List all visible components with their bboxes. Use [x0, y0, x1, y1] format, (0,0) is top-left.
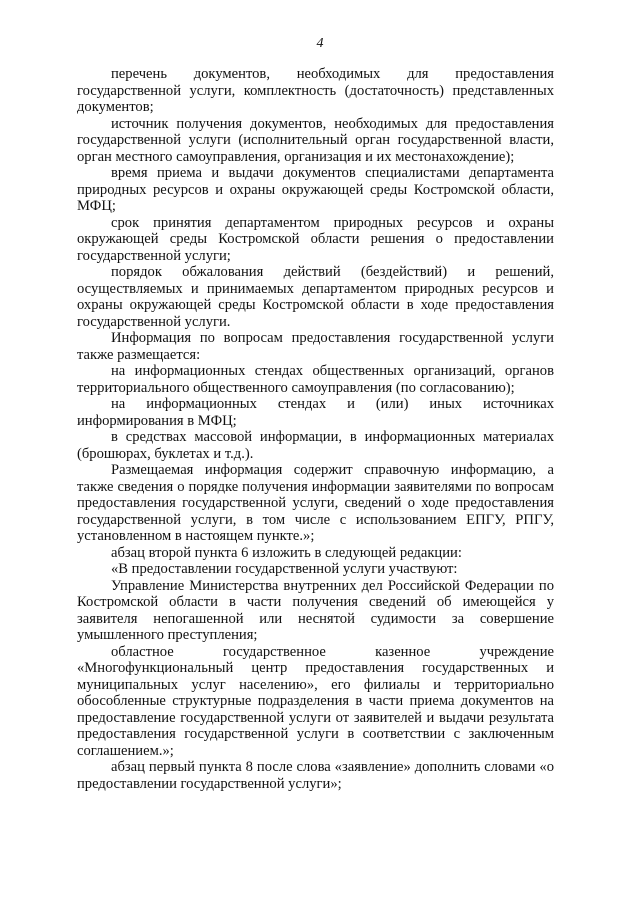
- paragraph: абзац первый пункта 8 после слова «заявление» дополнить словами «о предоставлении государственной услуги»;: [77, 759, 554, 792]
- paragraph: время приема и выдачи документов специалистами департамента природных ресурсов и охраны окружающей среды Костромской области, МФЦ;: [77, 165, 554, 214]
- paragraph: Размещаемая информация содержит справочную информацию, а также сведения о порядке получения информации заявителями по вопросам предоставления государственной услуги, сведений о ходе предоставления государственной услуги, в том числе с использованием ЕПГУ, РПГУ, установленном в настоящем пункте.»;: [77, 462, 554, 544]
- document-body: [77, 66, 554, 792]
- paragraph: Информация по вопросам предоставления государственной услуги также размещается:: [77, 330, 554, 363]
- paragraph: перечень документов, необходимых для предоставления государственной услуги, комплектность (достаточность) представленных документов;: [77, 66, 554, 115]
- paragraph: в средствах массовой информации, в информационных материалах (брошюрах, буклетах и т.д.).: [77, 429, 554, 462]
- paragraph: срок принятия департаментом природных ресурсов и охраны окружающей среды Костромской области решения о предоставлении государственной услуги;: [77, 214, 554, 264]
- paragraph: на информационных стендах общественных организаций, органов территориального общественного самоуправления (по согласованию);: [77, 363, 554, 396]
- paragraph: источник получения документов, необходимых для предоставления государственной услуги (исполнительный орган государственной власти, орган местного самоуправления, организация и их местонахождение);: [77, 115, 554, 165]
- paragraph: порядок обжалования действий (бездействий) и решений, осуществляемых и принимаемых департаментом природных ресурсов и охраны окружающей среды Костромской области в ходе предоставления государственной услуги.: [77, 264, 554, 330]
- paragraph: на информационных стендах и (или) иных источниках информирования в МФЦ;: [77, 396, 554, 429]
- paragraph: областное государственное казенное учреждение «Многофункциональный центр предоставления государственных и муниципальных услуг населению», его филиалы и территориально обособленные структурные подразделения в части приема документов на предоставление государственной услуги от заявителей и выдачи результата предоставления государственной услуги в соответствии с заключенным соглашением.»;: [77, 643, 554, 759]
- paragraph: абзац второй пункта 6 изложить в следующей редакции:: [111, 544, 462, 561]
- page-number: 4: [316, 36, 324, 51]
- paragraph: «В предоставлении государственной услуги участвуют:: [111, 561, 458, 577]
- paragraph: Управление Министерства внутренних дел Российской Федерации по Костромской области в части получения сведений об имеющейся у заявителя непогашенной или неснятой судимости за совершение умышленного преступления;: [77, 577, 554, 643]
